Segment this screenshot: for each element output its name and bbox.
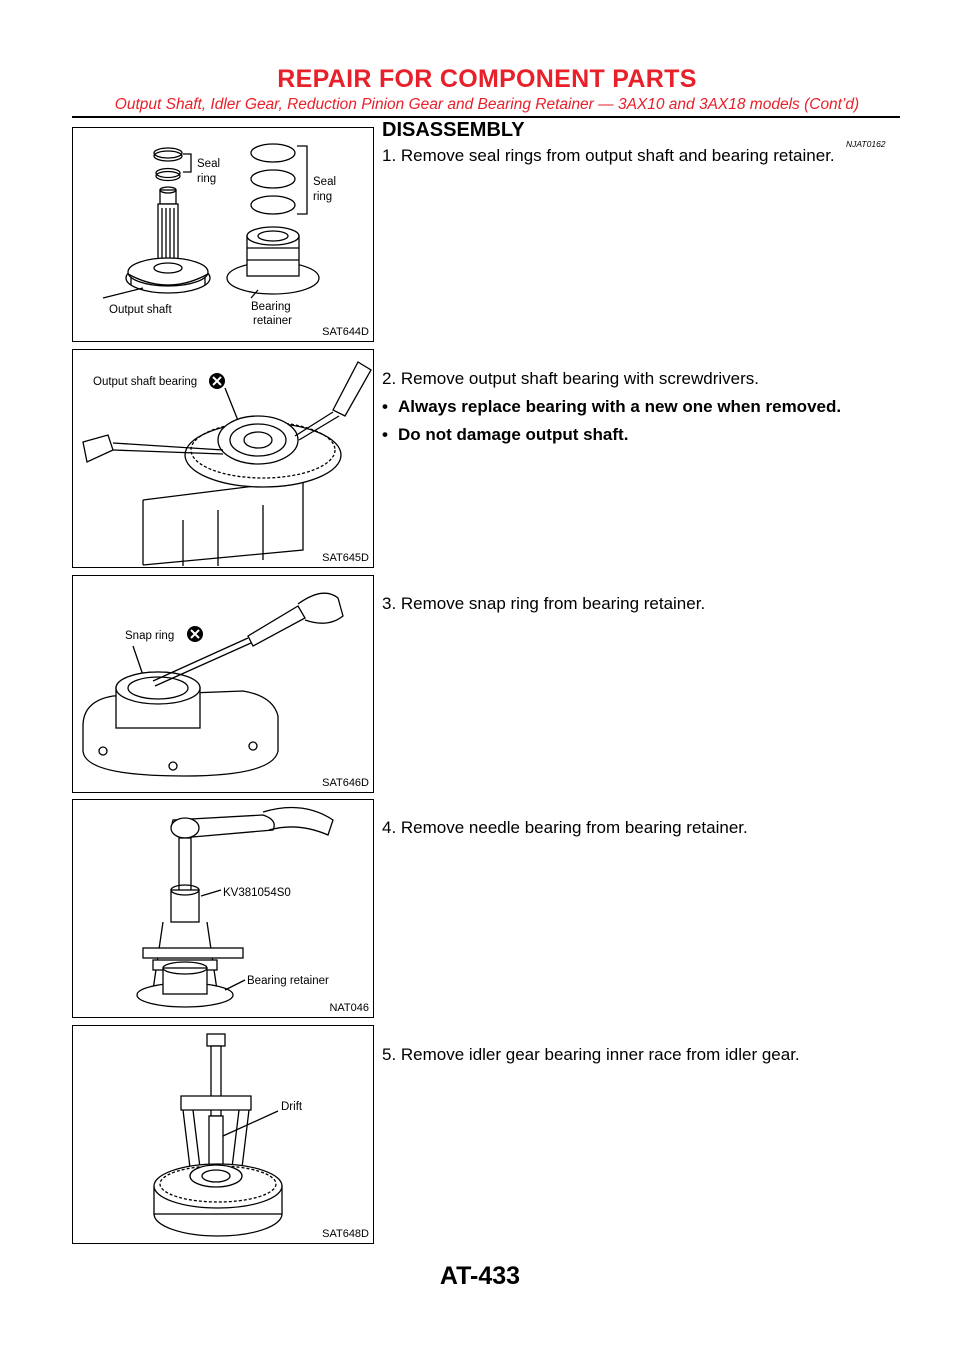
output-shaft-bearing-illustration [73,350,373,567]
snap-ring-illustration [73,576,373,792]
replace-mark-icon [187,626,203,642]
section-reference-code: NJAT0162 [846,139,886,149]
fig1-label-seal-2: Seal [313,176,337,188]
needle-bearing-illustration [73,800,373,1017]
page-header [72,64,902,115]
seal-rings-illustration [73,128,373,341]
figure-snap-ring [72,575,374,793]
step-1: 1. Remove seal rings from output shaft and bearing retainer. [382,146,835,165]
figure-needle-bearing [72,799,374,1018]
bullet-glyph: • [382,425,388,444]
fig5-label-drift: Drift [281,1101,303,1113]
figure-code: SAT646D [322,777,369,789]
step-2: 2. Remove output shaft bearing with screwdrivers. [382,369,760,388]
bullet-text: Do not damage output shaft. [398,425,629,444]
figure-idler-gear [72,1025,374,1244]
page-subtitle: Output Shaft, Idler Gear, Reduction Pinion Gear and Bearing Retainer — 3AX10 and 3AX18 models (Cont’d) [114,96,860,113]
fig2-label-output-shaft-bearing: Output shaft bearing [93,376,198,388]
idler-gear-illustration [73,1026,373,1243]
bullet-glyph: • [382,397,388,416]
fig1-label-seal: Seal [197,158,221,170]
bullet-text: Always replace bearing with a new one when removed. [398,397,842,416]
fig1-label-ring-2: ring [313,191,333,203]
section-heading: DISASSEMBLY [382,119,525,141]
page-number: AT-433 [439,1262,521,1290]
step-4: 4. Remove needle bearing from bearing retainer. [382,818,748,837]
bullet-replace-bearing [382,394,841,420]
figure-output-shaft-bearing [72,349,374,568]
step-3: 3. Remove snap ring from bearing retainer. [382,594,706,613]
fig4-label-bearing-retainer: Bearing retainer [247,975,329,987]
bullet-do-not-damage [382,422,628,448]
fig3-label-snap-ring: Snap ring [125,630,175,642]
fig1-label-bearing: Bearing [251,301,291,313]
figure-code: SAT644D [322,326,369,338]
fig1-label-output-shaft: Output shaft [109,304,172,316]
header-divider [72,116,900,118]
figure-code: NAT046 [329,1002,369,1014]
replace-mark-icon [209,373,225,389]
figure-code: SAT648D [322,1228,369,1240]
fig1-label-ring: ring [197,173,217,185]
fig4-label-kv381054s0: KV381054S0 [223,887,291,899]
figure-seal-rings [72,127,374,342]
fig1-label-retainer: retainer [253,315,292,327]
page-title: REPAIR FOR COMPONENT PARTS [277,65,697,93]
figure-code: SAT645D [322,552,369,564]
step-5: 5. Remove idler gear bearing inner race from idler gear. [382,1045,800,1064]
